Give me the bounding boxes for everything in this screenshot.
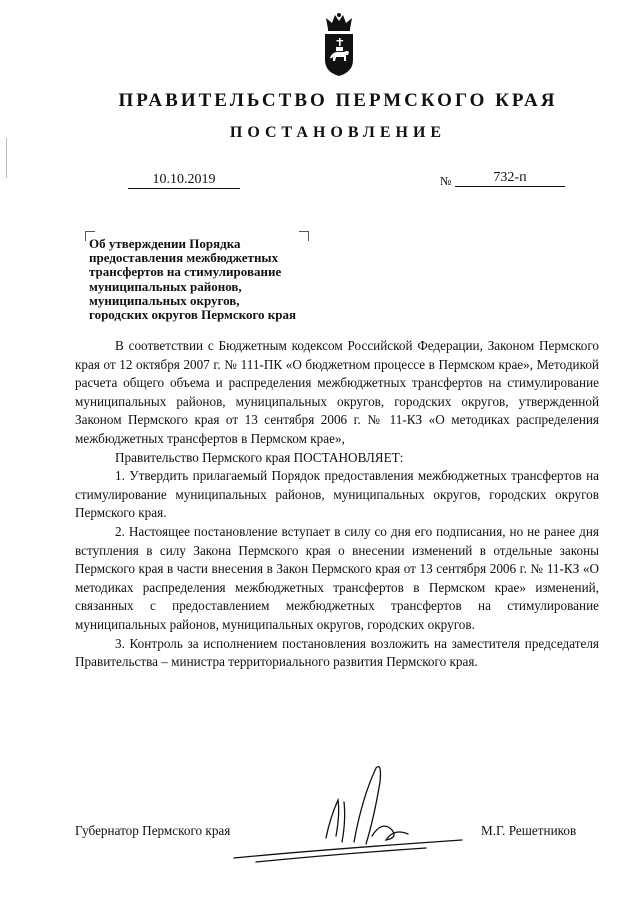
scan-edge-mark bbox=[6, 138, 7, 178]
document-type: ПОСТАНОВЛЕНИЕ bbox=[229, 124, 447, 141]
body-paragraph-item-2: 2. Настоящее постановление вступает в силу со дня его подписания, но не ранее дня вступления в силу Закона Пермского края о внесении изменений в отдельные законы Пермского края в части внесения в Закон Пермского края от 13 сентября 2006 г. № 11-КЗ «О методиках распределения межбюджетных трансфертов в Пермском крае» изменений, связанных с предоставлением межбюджетных трансфертов на стимулирование муниципальных районов, муниципальных округов, городских округов. bbox=[75, 523, 599, 632]
signatory-name: М.Г. Решетников bbox=[481, 823, 577, 838]
organization-title: ПРАВИТЕЛЬСТВО ПЕРМСКОГО КРАЯ bbox=[118, 90, 558, 111]
body-paragraph-item-1: 1. Утвердить прилагаемый Порядок предоставления межбюджетных трансфертов на стимулирование муниципальных районов, муниципальных округов, городских округов Пермского края. bbox=[75, 468, 599, 521]
subject-line: муниципальных округов, bbox=[89, 292, 240, 308]
document-subject bbox=[89, 237, 349, 322]
body-paragraph-resolves: Правительство Пермского края ПОСТАНОВЛЯЕТ: bbox=[115, 449, 404, 465]
subject-line: трансфертов на стимулирование bbox=[89, 264, 282, 280]
subject-line: муниципальных районов, bbox=[89, 278, 242, 294]
document-body bbox=[75, 337, 599, 672]
coat-of-arms-icon bbox=[319, 12, 359, 78]
subject-line: Об утверждении Порядка bbox=[89, 236, 241, 251]
body-paragraph-item-3: 3. Контроль за исполнением постановления возложить на заместителя председателя Правительства – министра территориального развития Пермского края. bbox=[75, 635, 599, 670]
subject-line: городских округов Пермского края bbox=[89, 307, 297, 323]
subject-line: предоставления межбюджетных bbox=[89, 250, 279, 266]
signatory-position: Губернатор Пермского края bbox=[75, 823, 231, 838]
handwritten-signature bbox=[226, 758, 466, 870]
document-date: 10.10.2019 bbox=[128, 172, 240, 189]
body-paragraph-preamble: В соответствии с Бюджетным кодексом Российской Федерации, Законом Пермского края от 12 октября 2007 г. № 111-ПК «О бюджетном процессе в Пермском крае», Методикой расчета общего объема и распределения межбюджетных трансфертов на стимулирование муниципальных районов, муниципальных округов, городских округов, утвержденной Законом Пермского края от 13 сентября 2006 г. № 11-КЗ «О методиках распределения межбюджетных трансфертов в Пермском крае», bbox=[75, 338, 599, 446]
document-number: 732-п bbox=[455, 170, 565, 187]
number-sign: № bbox=[440, 174, 452, 188]
